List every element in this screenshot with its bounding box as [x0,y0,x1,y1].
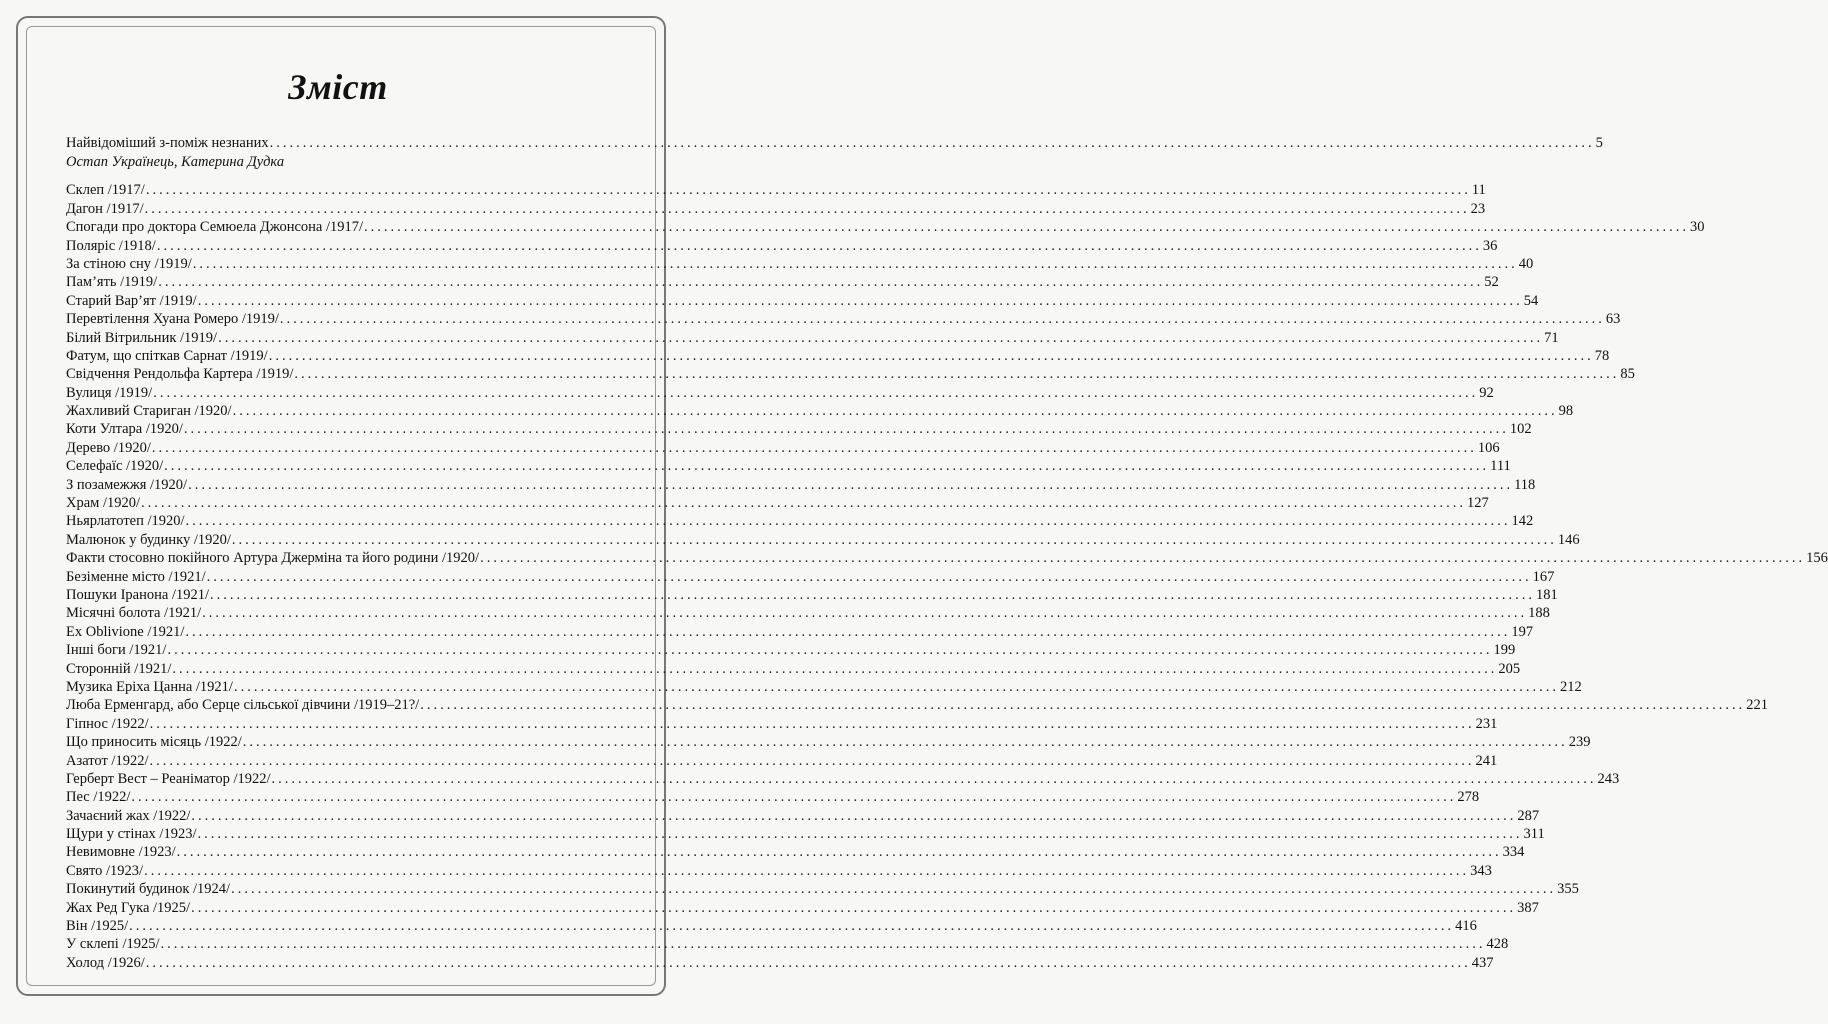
toc-entry [66,862,1492,880]
toc-entry [66,568,1555,586]
leader-dots: ........................................................................................................................................................................................................ [167,642,1493,659]
toc-entry [66,752,1498,770]
toc-entries-list [66,181,1828,972]
leader-dots: ........................................................................................................................................................................................................ [206,568,1532,585]
toc-entry-page: 197 [1511,623,1534,640]
toc-entry-page: 146 [1557,531,1580,548]
leader-dots: ........................................................................................................................................................................................................ [279,311,1605,328]
toc-entry [66,899,1539,917]
toc-entry-title: Гіпнос /1922/ [66,715,149,732]
toc-entry [66,733,1591,751]
toc-entry-title: Холод /1926/ [66,954,145,971]
toc-entry-page: 241 [1475,752,1498,769]
toc-entry [66,402,1574,420]
toc-entry-title: Невимовне /1923/ [66,844,176,861]
leader-dots: ........................................................................................................................................................................................................ [145,182,1471,199]
toc-entry-page: 231 [1475,715,1498,732]
leader-dots: ........................................................................................................................................................................................................ [144,862,1470,879]
toc-entry [66,586,1558,604]
toc-entry-page: 205 [1498,660,1521,677]
toc-entry-page: 416 [1455,918,1477,935]
toc-entry [66,329,1559,347]
leader-dots: ........................................................................................................................................................................................................ [176,844,1502,861]
leader-dots: ........................................................................................................................................................................................................ [231,881,1557,898]
toc-entry [66,696,1768,714]
page-title: Зміст [288,67,388,107]
toc-entry-title: Дерево /1920/ [66,439,151,456]
leader-dots: ........................................................................................................................................................................................................ [149,752,1475,769]
leader-dots: ........................................................................................................................................................................................................ [192,255,1518,272]
toc-entry-title: Зачаєний жах /1922/ [66,807,191,824]
toc-entry-title: Перевтілення Хуана Ромеро /1919/ [66,311,279,328]
toc-entry-title: За стіною сну /1919/ [66,255,192,272]
toc-entry-title: Місячні болота /1921/ [66,605,202,622]
toc-entry [66,531,1580,549]
toc-entry [66,347,1610,365]
leader-dots: ........................................................................................................................................................................................................ [160,936,1486,953]
toc-entry-page: 199 [1493,642,1516,659]
toc-entry-page: 11 [1471,182,1486,199]
toc-entry [66,439,1500,457]
toc-entry [66,512,1534,530]
toc-entry-page: 221 [1746,697,1768,714]
toc-entry-page: 278 [1457,789,1480,806]
toc-entry [66,494,1489,512]
leader-dots: ........................................................................................................................................................................................................ [158,274,1484,291]
toc-entry [66,181,1486,199]
toc-entry-page: 127 [1467,495,1489,512]
leader-dots: ........................................................................................................................................................................................................ [145,954,1471,971]
toc-entry-title: Покинутий будинок /1924/ [66,881,231,898]
toc-entry-title: Інші боги /1921/ [66,642,167,659]
leader-dots: ........................................................................................................................................................................................................ [209,586,1535,603]
toc-entry-page: 52 [1484,274,1499,291]
leader-dots: ........................................................................................................................................................................................................ [271,770,1597,787]
leader-dots: ........................................................................................................................................................................................................ [149,715,1475,732]
toc-entry-page: 343 [1470,862,1492,879]
toc-entry [66,476,1536,494]
leader-dots: ........................................................................................................................................................................................................ [232,403,1558,420]
toc-entry [66,623,1534,641]
toc-entry-title: Свідчення Рендольфа Картера /1919/ [66,366,294,383]
toc-entry-title: Пошуки Іранона /1921/ [66,586,209,603]
toc-entry [66,678,1582,696]
toc-entry [66,935,1509,953]
toc-entry-page: 437 [1471,954,1494,971]
toc-entry-title: Музика Еріха Цанна /1921/ [66,678,233,695]
toc-entry-title: Ньярлатотеп /1920/ [66,513,185,530]
toc-entry-page: 36 [1482,237,1498,254]
leader-dots: ........................................................................................................................................................................................................ [185,513,1511,530]
toc-entry-title: Поляріс /1918/ [66,237,156,254]
leader-dots: ........................................................................................................................................................................................................ [197,292,1523,309]
toc-entry-page: 85 [1620,366,1635,383]
toc-entry-page: 334 [1502,844,1525,861]
leader-dots: ........................................................................................................................................................................................................ [141,495,1467,512]
toc-entry-page: 142 [1511,513,1534,530]
toc-entry-page: 243 [1597,770,1620,787]
toc-entry [66,200,1486,218]
toc-entry-title: Білий Вітрильник /1919/ [66,329,218,346]
toc-entry-page: 188 [1528,605,1550,622]
toc-entry [66,237,1498,255]
toc-entry-page: 5 [1595,135,1603,151]
toc-entry-title: Храм /1920/ [66,495,141,512]
toc-entry [66,310,1621,328]
toc-entry-title: З позамежжя /1920/ [66,476,188,493]
leader-dots: ........................................................................................................................................................................................................ [151,439,1477,456]
toc-entry-page: 54 [1523,292,1539,309]
toc-entry-page: 92 [1479,384,1494,401]
toc-entry [66,660,1521,678]
toc-entry-page: 167 [1532,568,1555,585]
toc-entry-title: Селефаїс /1920/ [66,458,164,475]
toc-entry-title: Свято /1923/ [66,862,144,879]
leader-dots: ........................................................................................................................................................................................................ [144,200,1470,217]
toc-entry-title: Пам’ять /1919/ [66,274,158,291]
toc-entry-title: Жахливий Стариган /1920/ [66,403,232,420]
toc-entry [66,273,1499,291]
leader-dots: ........................................................................................................................................................................................................ [131,789,1457,806]
toc-entry [66,770,1620,788]
toc-entry-title: Безіменне місто /1921/ [66,568,206,585]
leader-dots: ........................................................................................................................................................................................................ [480,550,1806,567]
toc-entry-page: 40 [1518,255,1534,272]
toc-entry [66,218,1705,236]
toc-entry-page: 78 [1594,347,1610,364]
toc-entry [66,917,1477,935]
toc-entry [66,880,1579,898]
toc-entry-page: 181 [1535,586,1558,603]
toc-entry-page: 428 [1486,936,1509,953]
toc-entry-page: 102 [1509,421,1532,438]
toc-entry-page: 98 [1558,403,1574,420]
toc-entry-page: 63 [1605,311,1621,328]
toc-entry-title: Щури у стінах /1923/ [66,826,197,843]
toc-entry-page: 71 [1544,329,1559,346]
toc-entry-title: Він /1925/ [66,918,129,935]
intro-authors: Остап Українець, Катерина Дудка [66,154,285,171]
toc-entry-title: Малюнок у будинку /1920/ [66,531,231,548]
leader-dots: ........................................................................................................................................................................................................ [191,807,1517,824]
toc-entry-title: Сторонній /1921/ [66,660,172,677]
toc-entry-title: Найвідоміший з-поміж незнаних [66,135,269,151]
toc-entry-title: Старий Вар’ят /1919/ [66,292,197,309]
toc-entry-title: Дагон /1917/ [66,200,144,217]
toc-entry [66,457,1511,475]
toc-entry-page: 287 [1517,807,1540,824]
toc-entry-title: У склепі /1925/ [66,936,160,953]
leader-dots: ........................................................................................................................................................................................................ [191,899,1517,916]
toc-entry-title: Ex Oblivione /1921/ [66,623,185,640]
toc-entry-page: 118 [1514,476,1536,493]
toc-entry [66,954,1494,972]
leader-dots: ........................................................................................................................................................................................................ [172,660,1498,677]
toc-entry [66,255,1534,273]
leader-dots: ........................................................................................................................................................................................................ [197,826,1523,843]
toc-entry-title: Склеп /1917/ [66,182,145,199]
toc-entry [66,641,1516,659]
leader-dots: ........................................................................................................................................................................................................ [218,329,1544,346]
leader-dots: ........................................................................................................................................................................................................ [231,531,1557,548]
toc-entry-page: 30 [1690,219,1705,236]
toc-entry-page: 106 [1477,439,1500,456]
toc-entry [66,365,1635,383]
toc-entry-page: 212 [1559,678,1582,695]
toc-entry-page: 355 [1557,881,1579,898]
toc-entry [66,384,1494,402]
toc-entry [66,825,1545,843]
toc-entry [66,715,1498,733]
leader-dots: ........................................................................................................................................................................................................ [156,237,1482,254]
leader-dots: ........................................................................................................................................................................................................ [183,421,1509,438]
leader-dots: ........................................................................................................................................................................................................ [242,734,1568,751]
toc-entry-title: Фатум, що спіткав Сарнат /1919/ [66,347,268,364]
table-of-contents [66,134,1828,972]
toc-entry-page: 23 [1470,200,1486,217]
leader-dots: ........................................................................................................................................................................................................ [129,918,1455,935]
toc-entry-page: 387 [1517,899,1539,916]
leader-dots: ........................................................................................................................................................................................................ [233,678,1559,695]
leader-dots: ........................................................................................................................................................................................................ [188,476,1514,493]
leader-dots: ........................................................................................................................................................................................................ [420,697,1746,714]
toc-entry [66,788,1480,806]
leader-dots: ........................................................................................................................................................................................................ [268,347,1594,364]
toc-entry-page: 111 [1490,458,1511,475]
toc-entry-page: 156 [1806,550,1828,567]
toc-entry-title: Люба Ерменгард, або Серце сільської дівчини /1919–21?/ [66,697,420,714]
toc-entry-title: Пес /1922/ [66,789,131,806]
leader-dots: ........................................................................................................................................................................................................ [202,605,1528,622]
toc-entry [66,807,1540,825]
toc-entry-title: Факти стосовно покійного Артура Джерміна та його родини /1920/ [66,550,480,567]
toc-entry-page: 311 [1523,826,1545,843]
toc-entry [66,604,1550,622]
toc-entry-title: Вулиця /1919/ [66,384,153,401]
leader-dots: ........................................................................................................................................................................................................ [364,219,1690,236]
toc-entry-title: Коти Ултара /1920/ [66,421,183,438]
leader-dots: ........................................................................................................................................................................................................ [153,384,1479,401]
toc-entry-title: Азатот /1922/ [66,752,149,769]
toc-entry-title: Герберт Вест – Реаніматор /1922/ [66,770,271,787]
toc-entry-page: 239 [1568,734,1591,751]
toc-entry-title: Що приносить місяць /1922/ [66,734,242,751]
leader-dots: ........................................................................................................................................................................................................ [269,135,1595,151]
leader-dots: ........................................................................................................................................................................................................ [185,623,1511,640]
toc-entry [66,843,1525,861]
toc-entry-title: Жах Ред Гука /1925/ [66,899,191,916]
toc-entry [66,549,1828,567]
leader-dots: ........................................................................................................................................................................................................ [164,458,1490,475]
leader-dots: ........................................................................................................................................................................................................ [294,366,1620,383]
toc-entry-title: Спогади про доктора Семюела Джонсона /1917/ [66,219,364,236]
toc-entry [66,292,1539,310]
toc-entry-intro [66,134,1603,152]
toc-entry [66,420,1532,438]
